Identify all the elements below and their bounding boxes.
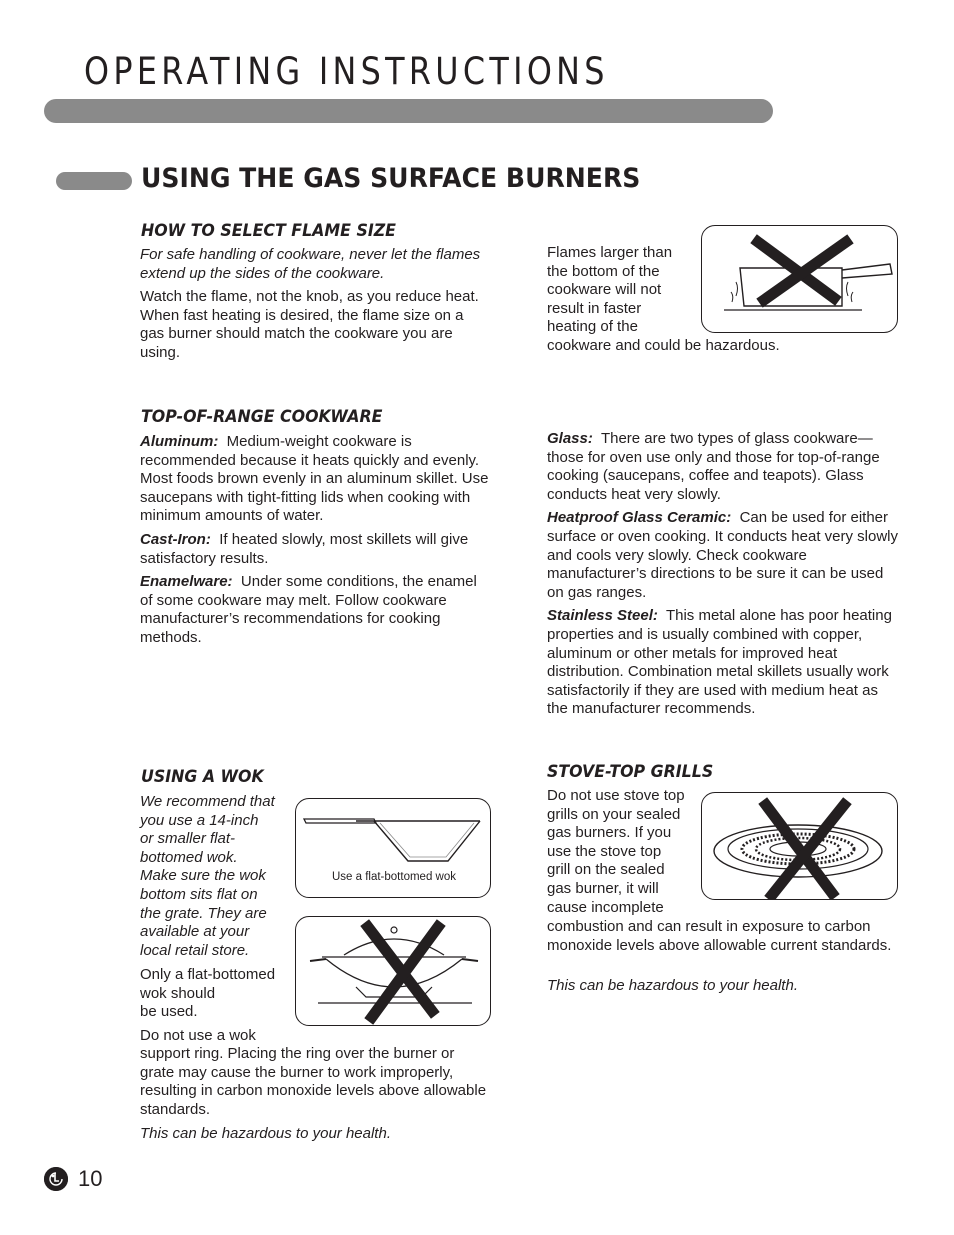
grills-heading: STOVE-TOP GRILLS	[547, 762, 714, 782]
grills-line: cause incomplete	[547, 898, 664, 916]
item-term: Enamelware:	[140, 573, 233, 591]
wok-ring-figure	[295, 916, 491, 1026]
grills-line: Do not use stove top	[547, 787, 685, 804]
item-term: Heatproof Glass Ceramic:	[547, 509, 732, 527]
wok-ring-first: Do not use a wok	[140, 1027, 256, 1044]
flame-size-heading: HOW TO SELECT FLAME SIZE	[141, 221, 396, 241]
cookware-left-column	[140, 433, 492, 653]
page-header-title: OPERATING INSTRUCTIONS	[84, 50, 609, 93]
item-term: Glass:	[547, 430, 593, 447]
item-term: Cast-Iron:	[140, 530, 211, 548]
grills-side-text	[547, 787, 707, 917]
cookware-right-column	[547, 430, 901, 724]
wok-intro-line: We recommend that	[140, 793, 275, 810]
flame-line: Flames larger than	[547, 244, 673, 261]
wok-intro-line: bottom sits flat on	[140, 885, 258, 903]
grills-line: grill on the sealed	[547, 861, 665, 879]
item-text: Can be used for either surface or oven cooking. It conducts heat very slowly and cools very slowly. Check cookware manufacturer’s directions to be sure it can be used on gas ranges.	[547, 509, 899, 601]
item-text: This metal alone has poor heating properties and is usually combined with copper, aluminum or other metals for improved heat distribution. Combination metal skillets usually work satisfactorily if they are used with medium heat as the manufacturer recommends.	[547, 607, 892, 718]
grills-line: gas burners. If you	[547, 824, 672, 842]
item-text: Medium-weight cookware is recommended because it heats quickly and evenly. Most foods brown evenly in an aluminum skillet. Use saucepans with tight-fitting lids when cooking with minimum amounts of water.	[140, 433, 489, 525]
item-text: There are two types of glass cookware—those for oven use only and those for top-of-range cooking (saucepans, coffee and teapots). Glass conducts heat very slowly.	[547, 430, 880, 503]
prohibited-x-icon	[758, 242, 846, 300]
cookware-item-glass-ceramic	[547, 509, 901, 602]
wok-heading: USING A WOK	[141, 767, 264, 787]
wok-intro-line: local retail store.	[140, 941, 250, 959]
wok-intro-line: you use a 14-inch	[140, 811, 259, 829]
grills-tail: combustion and can result in exposure to carbon monoxide levels above allowable current standards.	[547, 918, 892, 954]
flame-size-side-tail: cookware and could be hazardous.	[547, 337, 780, 354]
item-text: If heated slowly, most skillets will give satisfactory results.	[140, 530, 469, 567]
wok-only-line: Only a flat-bottomed	[140, 966, 276, 983]
prohibited-x-icon	[766, 805, 844, 895]
wok-intro-line: available at your	[140, 923, 250, 941]
cookware-item-stainless	[547, 607, 901, 719]
lg-logo-icon	[44, 1167, 68, 1191]
wok-only-line: be used.	[140, 1003, 198, 1021]
wok-intro	[140, 793, 300, 960]
flat-bottomed-wok-illustration	[296, 799, 491, 869]
item-term: Stainless Steel:	[547, 607, 658, 625]
wok-intro-line: or smaller flat-	[140, 830, 236, 848]
item-term: Aluminum:	[140, 433, 219, 450]
cookware-item-aluminum	[140, 433, 492, 526]
section-marker	[56, 172, 132, 190]
flame-line: result in faster	[547, 299, 642, 317]
wok-only	[140, 966, 300, 1022]
stove-top-grill-illustration	[702, 793, 898, 900]
wok-ring-illustration	[296, 917, 491, 1026]
section-title: USING THE GAS SURFACE BURNERS	[141, 163, 641, 194]
flat-wok-figure	[295, 798, 491, 898]
page-number: 10	[78, 1166, 103, 1191]
cookware-item-glass	[547, 430, 901, 504]
flame-size-warning: For safe handling of cookware, never let the flames extend up the sides of the cookware.	[140, 246, 481, 282]
cookware-item-enamelware	[140, 573, 492, 647]
grills-hazard: This can be hazardous to your health.	[547, 977, 798, 994]
grill-figure	[701, 792, 898, 900]
wok-hazard: This can be hazardous to your health.	[140, 1125, 391, 1142]
grills-line: use the stove top	[547, 842, 662, 860]
flat-wok-caption: Use a flat-bottomed wok	[331, 871, 456, 883]
header-divider-bar	[44, 99, 773, 123]
pan-large-flame-illustration	[702, 226, 898, 333]
wok-ring-rest: support ring. Placing the ring over the burner or grate may cause the burner to work improperly, resulting in carbon monoxide levels above allowable standards.	[140, 1045, 487, 1118]
cookware-heading: TOP-OF-RANGE COOKWARE	[141, 407, 383, 427]
wok-only-line: wok should	[140, 984, 216, 1002]
grills-line: grills on your sealed	[547, 805, 681, 823]
flame-line: the bottom of the	[547, 262, 660, 280]
flame-line: cookware will not	[547, 281, 662, 299]
wok-intro-line: the grate. They are	[140, 904, 267, 922]
flame-size-body: Watch the flame, not the knob, as you reduce heat. When fast heating is desired, the flame size on a gas burner should match the cookware you are using.	[140, 288, 479, 361]
flame-size-side-text	[547, 244, 707, 337]
wok-intro-line: bottomed wok.	[140, 848, 238, 866]
large-flame-figure	[701, 225, 898, 333]
flame-size-column	[140, 246, 490, 368]
flame-line: heating of the	[547, 318, 638, 336]
grills-line: gas burner, it will	[547, 879, 659, 897]
item-text: Under some conditions, the enamel of some cookware may melt. Follow cookware manufacturer’s recommendations for cooking methods.	[140, 573, 477, 646]
cookware-item-cast-iron	[140, 531, 492, 568]
wok-intro-line: Make sure the wok	[140, 867, 266, 885]
